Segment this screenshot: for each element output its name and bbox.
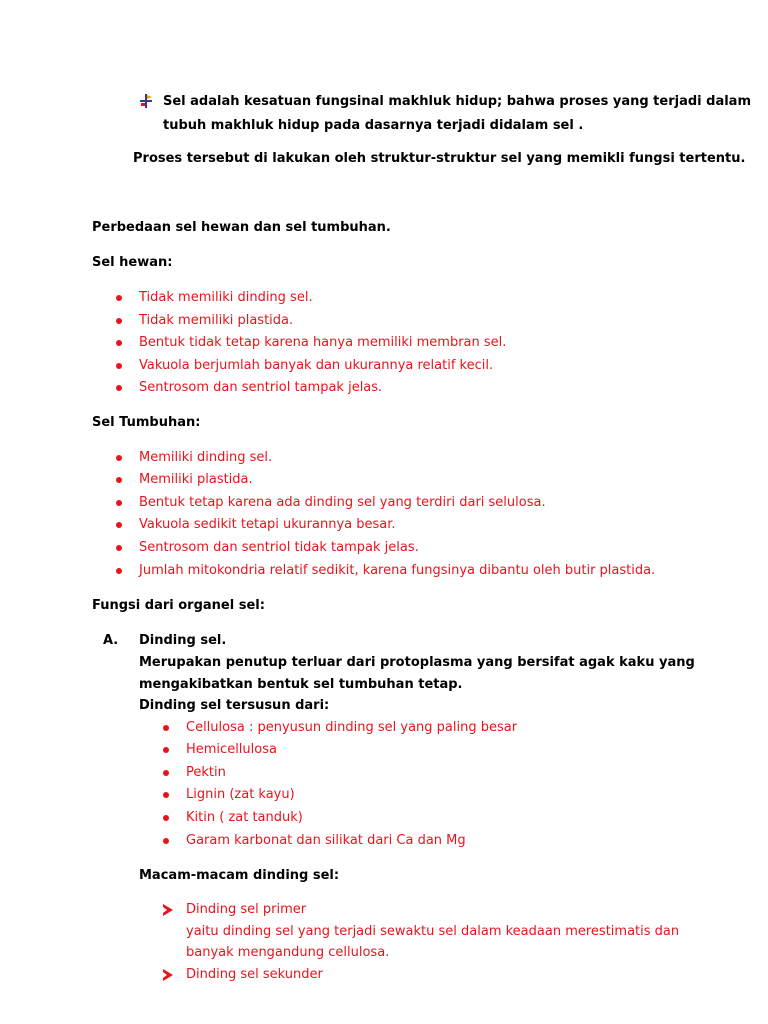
bullet-dot-icon xyxy=(116,363,122,369)
hewan-item: Tidak memiliki plastida. xyxy=(139,313,294,328)
bullet-dot-icon xyxy=(163,815,169,821)
tumbuhan-item: Sentrosom dan sentriol tidak tampak jelas. xyxy=(139,540,419,555)
intro-line-2: tubuh makhluk hidup pada dasarnya terjadi didalam sel . xyxy=(163,118,584,133)
intro-line-3: Proses tersebut di lakukan oleh struktur-struktur sel yang memikli fungsi tertentu. xyxy=(133,151,746,166)
hewan-item: Sentrosom dan sentriol tampak jelas. xyxy=(139,380,383,395)
fungsi-heading: Fungsi dari organel sel: xyxy=(92,598,265,613)
hewan-item: Tidak memiliki dinding sel. xyxy=(139,290,313,305)
component-item: Cellulosa : penyusun dinding sel yang paling besar xyxy=(186,720,518,735)
sel-hewan-heading: Sel hewan: xyxy=(92,255,173,270)
bullet-dot-icon xyxy=(116,522,122,528)
sel-tumbuhan-heading: Sel Tumbuhan: xyxy=(92,415,201,430)
bullet-dot-icon xyxy=(163,747,169,753)
tersusun-heading: Dinding sel tersusun dari: xyxy=(139,698,330,713)
bullet-dot-icon xyxy=(163,725,169,731)
bullet-dot-icon xyxy=(116,385,122,391)
arrow-bullet-icon xyxy=(163,969,173,981)
tumbuhan-item: Memiliki plastida. xyxy=(139,472,253,487)
bullet-dot-icon xyxy=(116,318,122,324)
macam-heading: Macam-macam dinding sel: xyxy=(139,868,340,883)
intro-line-1: Sel adalah kesatuan fungsinal makhluk hidup; bahwa proses yang terjadi dalam xyxy=(163,94,751,109)
section-marker: A. xyxy=(103,633,119,648)
tumbuhan-item: Jumlah mitokondria relatif sedikit, karena fungsinya dibantu oleh butir plastida. xyxy=(139,563,656,578)
bullet-dot-icon xyxy=(116,568,122,574)
bullet-dot-icon xyxy=(163,770,169,776)
component-item: Hemicellulosa xyxy=(186,742,277,757)
bullet-dot-icon xyxy=(116,500,122,506)
primer-title: Dinding sel primer xyxy=(186,902,307,917)
tumbuhan-item: Memiliki dinding sel. xyxy=(139,450,273,465)
dinding-desc-line-1: Merupakan penutup terluar dari protoplasma yang bersifat agak kaku yang xyxy=(139,655,695,670)
tumbuhan-item: Bentuk tetap karena ada dinding sel yang terdiri dari selulosa. xyxy=(139,495,546,510)
bullet-dot-icon xyxy=(116,455,122,461)
perbedaan-heading: Perbedaan sel hewan dan sel tumbuhan. xyxy=(92,220,391,235)
component-item: Kitin ( zat tanduk) xyxy=(186,810,303,825)
bullet-dot-icon xyxy=(116,340,122,346)
arrow-bullet-icon xyxy=(163,904,173,916)
bullet-dot-icon xyxy=(163,838,169,844)
tumbuhan-item: Vakuola sedikit tetapi ukurannya besar. xyxy=(139,517,396,532)
bullet-dot-icon xyxy=(116,477,122,483)
component-item: Lignin (zat kayu) xyxy=(186,787,295,802)
dinding-desc-line-2: mengakibatkan bentuk sel tumbuhan tetap. xyxy=(139,677,463,692)
component-item: Pektin xyxy=(186,765,226,780)
flag-bullet-icon xyxy=(139,94,153,108)
hewan-item: Bentuk tidak tetap karena hanya memiliki membran sel. xyxy=(139,335,507,350)
bullet-dot-icon xyxy=(116,295,122,301)
bullet-dot-icon xyxy=(116,545,122,551)
component-item: Garam karbonat dan silikat dari Ca dan Mg xyxy=(186,833,466,848)
primer-desc-line-1: yaitu dinding sel yang terjadi sewaktu sel dalam keadaan merestimatis dan xyxy=(186,924,680,939)
sekunder-title: Dinding sel sekunder xyxy=(186,967,323,982)
hewan-item: Vakuola berjumlah banyak dan ukurannya relatif kecil. xyxy=(139,358,494,373)
bullet-dot-icon xyxy=(163,792,169,798)
primer-desc-line-2: banyak mengandung cellulosa. xyxy=(186,945,390,960)
dinding-sel-heading: Dinding sel. xyxy=(139,633,227,648)
